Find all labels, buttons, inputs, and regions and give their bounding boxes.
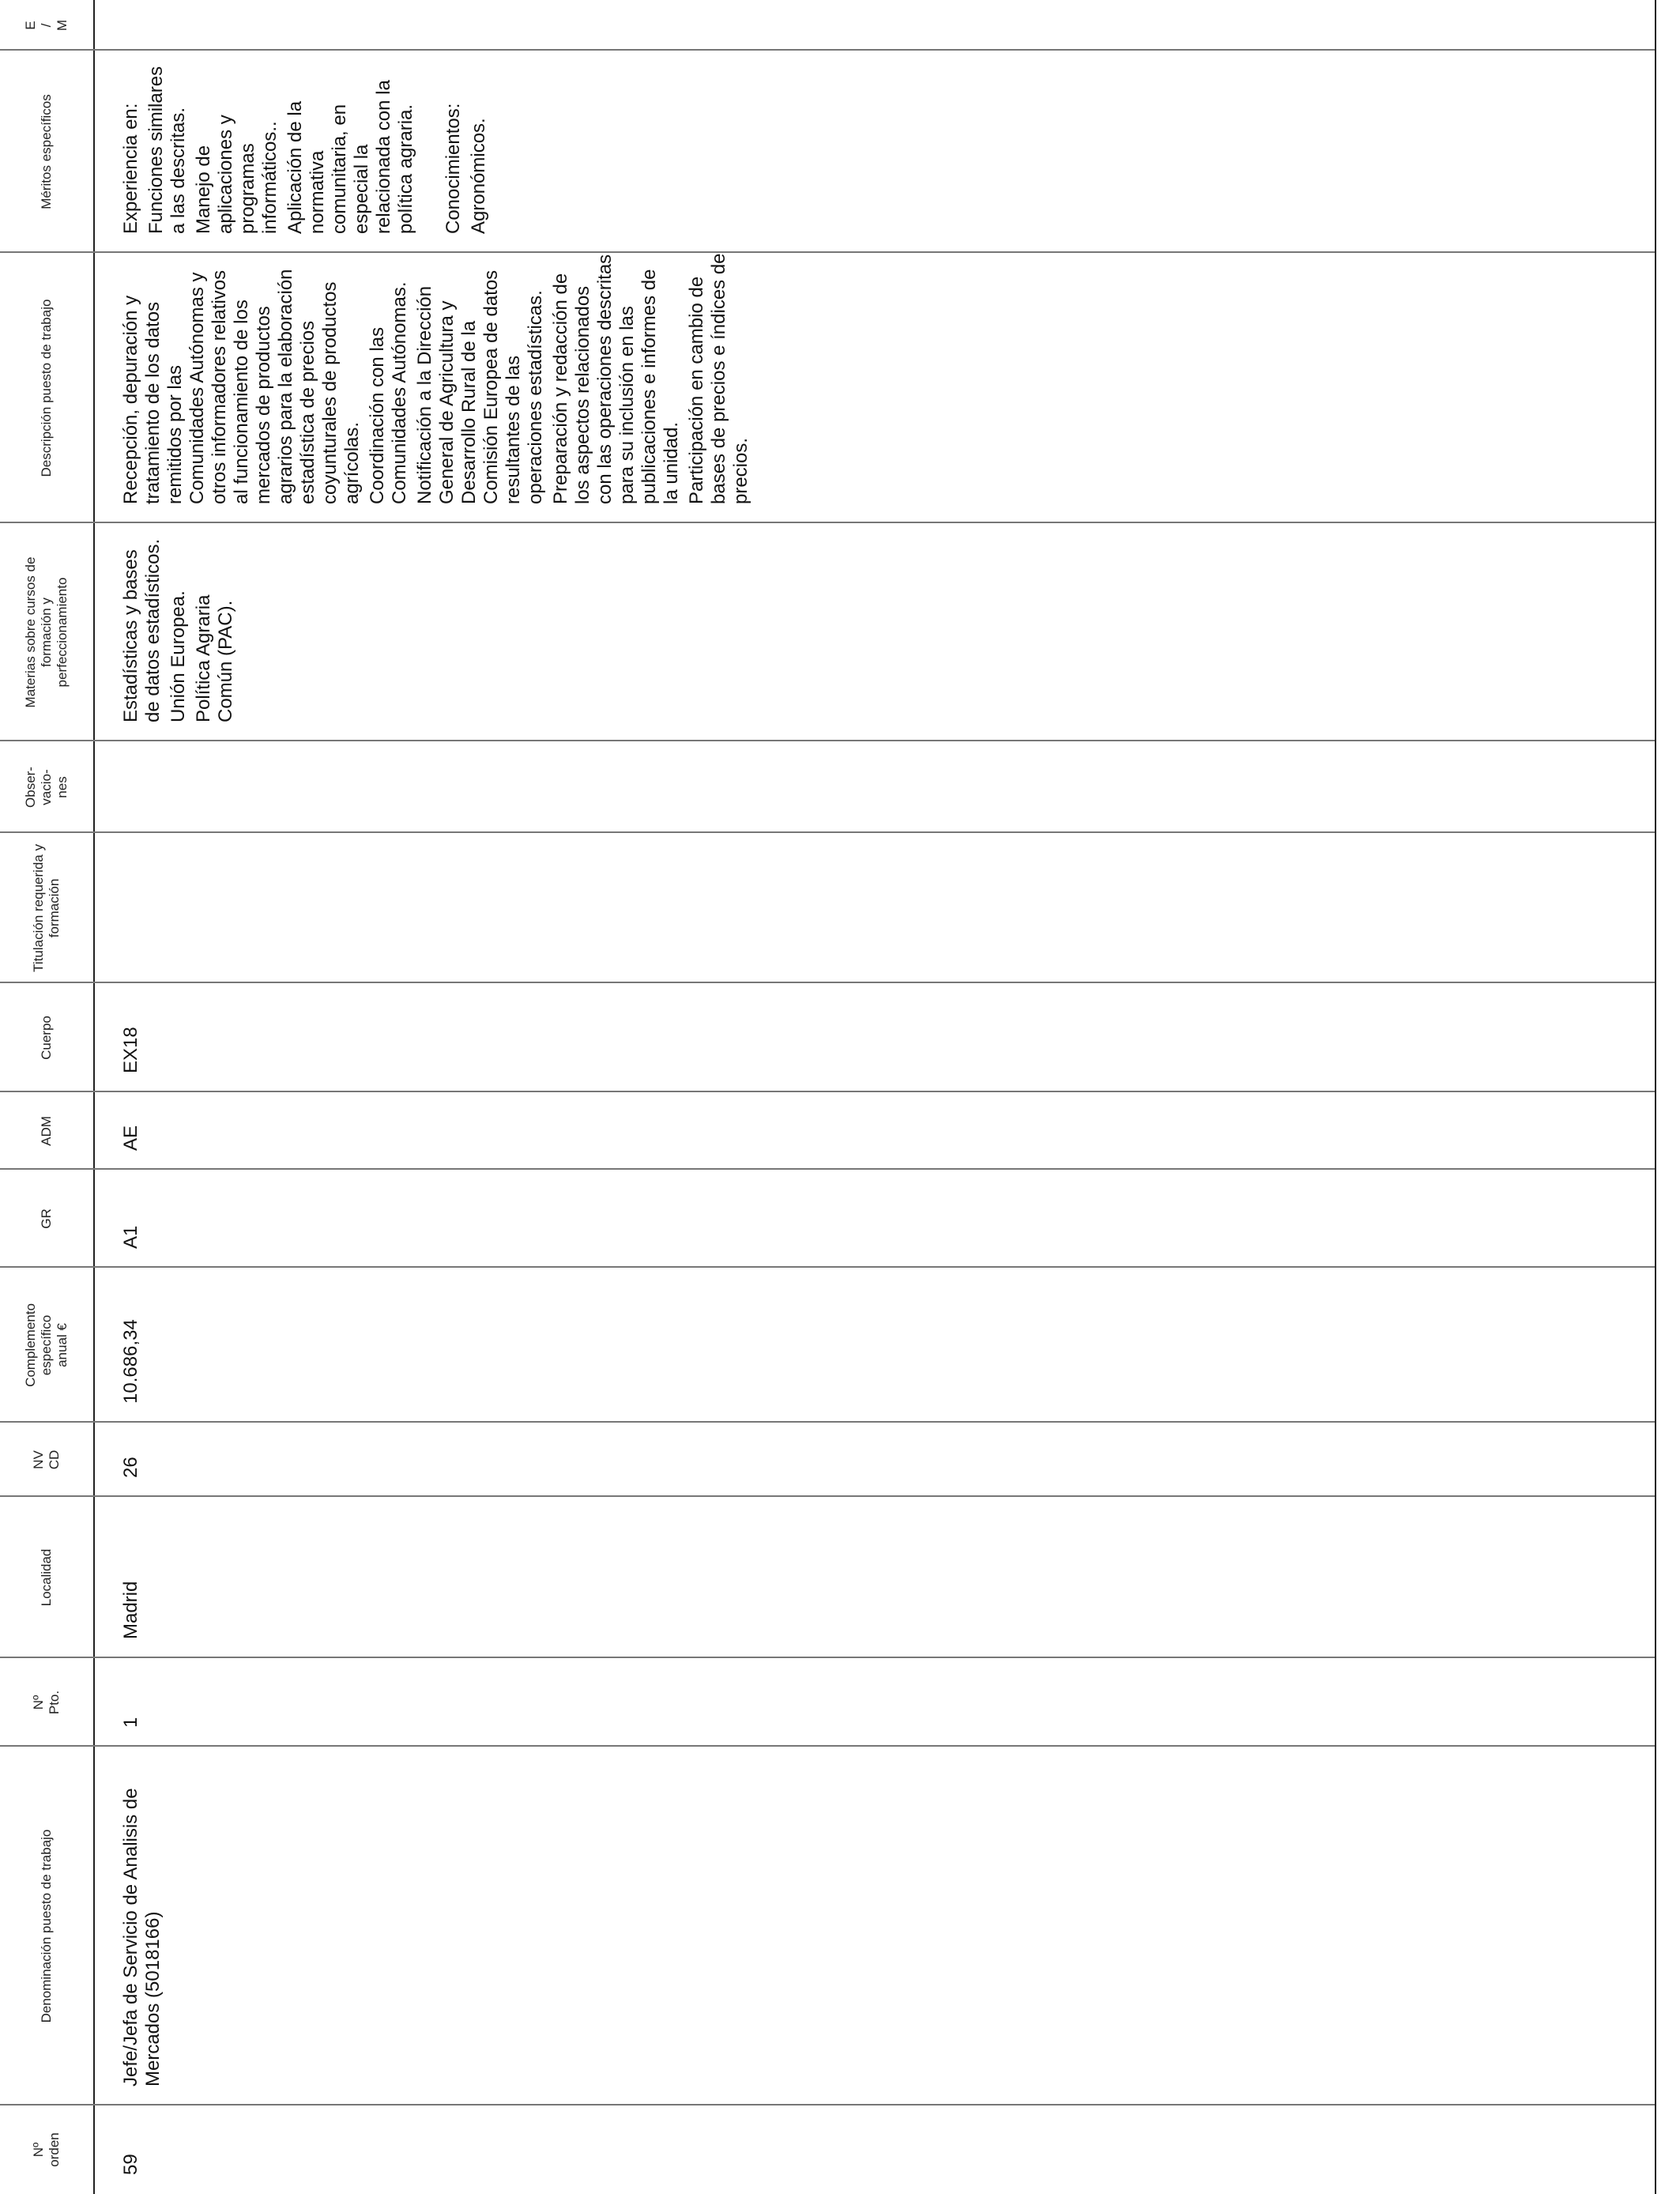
column-divider bbox=[0, 1168, 1655, 1170]
descripcion-item: Coordinación con las Comunidades Autónomas. bbox=[367, 281, 410, 504]
descripcion-item: Preparación y redacción de los aspectos relacionados con las operaciones descritas para su inclusión en las publicaciones e informes de la unidad. bbox=[550, 254, 682, 504]
cell-nv-cd: 26 bbox=[120, 1457, 141, 1478]
cell-materias bbox=[120, 523, 240, 741]
header-em: E / M bbox=[23, 19, 70, 32]
header-bottom-rule bbox=[93, 0, 95, 2194]
meritos-experiencia-item: Funciones similares a las descritas. bbox=[145, 66, 189, 234]
header-complemento: Complemento específico anual € bbox=[23, 1303, 70, 1387]
meritos-experiencia-item: Manejo de aplicaciones y programas informáticos.. bbox=[193, 115, 281, 234]
meritos-experiencia-item: Aplicación de la normativa comunitaria, en especial la relacionada con la política agraria. bbox=[284, 80, 416, 234]
cell-cuerpo: EX18 bbox=[120, 1027, 141, 1073]
header-observaciones: Obser- vacio- nes bbox=[23, 767, 70, 808]
column-divider bbox=[0, 1745, 1655, 1747]
meritos-conocimientos-item: Agronómicos. bbox=[468, 118, 489, 234]
descripcion-item: Notificación a la Dirección General de Agricultura y Desarrollo Rural de la Comisión Europea de datos resultantes de las operaciones estadísticas. bbox=[414, 270, 546, 504]
cell-meritos bbox=[120, 51, 493, 253]
materias-item: Unión Europea. bbox=[168, 590, 189, 722]
column-divider bbox=[0, 1421, 1655, 1423]
header-materias: Materias sobre cursos de formación y perfeccionamiento bbox=[23, 556, 70, 708]
header-adm: ADM bbox=[39, 1116, 54, 1146]
column-divider bbox=[0, 1657, 1655, 1658]
cell-gr: A1 bbox=[120, 1225, 141, 1249]
descripcion-item: Recepción, depuración y tratamiento de los datos remitidos por las Comunidades Autónomas y otros informadores relativos al funcionamiento de los mercados de productos agrarios para la elaboración estadística de precios coyunturales de productos agrícolas. bbox=[120, 269, 363, 504]
header-cuerpo: Cuerpo bbox=[39, 1016, 54, 1060]
column-divider bbox=[0, 1495, 1655, 1497]
header-gr: GR bbox=[39, 1208, 54, 1229]
header-denominacion: Denominación puesto de trabajo bbox=[39, 1829, 54, 2023]
cell-localidad: Madrid bbox=[120, 1581, 141, 1639]
cell-descripcion bbox=[120, 253, 755, 523]
column-divider bbox=[0, 1091, 1655, 1092]
materias-item: Estadísticas y bases de datos estadísticos. bbox=[120, 538, 164, 722]
header-titulacion: Titulación requerida y formación bbox=[31, 844, 62, 972]
meritos-experiencia-label: Experiencia en: bbox=[120, 103, 141, 234]
meritos-spacer bbox=[420, 51, 443, 234]
header-n-pto: Nº Pto. bbox=[31, 1690, 62, 1715]
table-bottom-rule bbox=[1655, 0, 1656, 2194]
descripcion-item: Participación en cambio de bases de precios e índices de precios. bbox=[686, 253, 751, 504]
header-descripcion: Descripción puesto de trabajo bbox=[39, 299, 54, 477]
header-orden: Nº orden bbox=[31, 2132, 62, 2167]
column-divider bbox=[0, 831, 1655, 833]
materias-item: Política Agraria Común (PAC). bbox=[193, 594, 236, 722]
cell-complemento: 10.686,34 bbox=[120, 1319, 141, 1404]
column-divider bbox=[0, 1266, 1655, 1268]
cell-adm: AE bbox=[120, 1125, 141, 1151]
cell-orden: 59 bbox=[120, 2154, 141, 2175]
column-divider bbox=[0, 740, 1655, 741]
cell-denominacion: Jefe/Jefa de Servicio de Analisis de Mercados (5018166) bbox=[120, 1788, 164, 2087]
column-divider bbox=[0, 2104, 1655, 2105]
cell-n-pto: 1 bbox=[120, 1717, 141, 1728]
header-meritos: Méritos específicos bbox=[39, 94, 54, 209]
meritos-conocimientos-label: Conocimientos: bbox=[443, 103, 464, 234]
header-localidad: Localidad bbox=[39, 1548, 54, 1607]
column-divider bbox=[0, 982, 1655, 983]
header-nv-cd: NV CD bbox=[31, 1449, 62, 1470]
